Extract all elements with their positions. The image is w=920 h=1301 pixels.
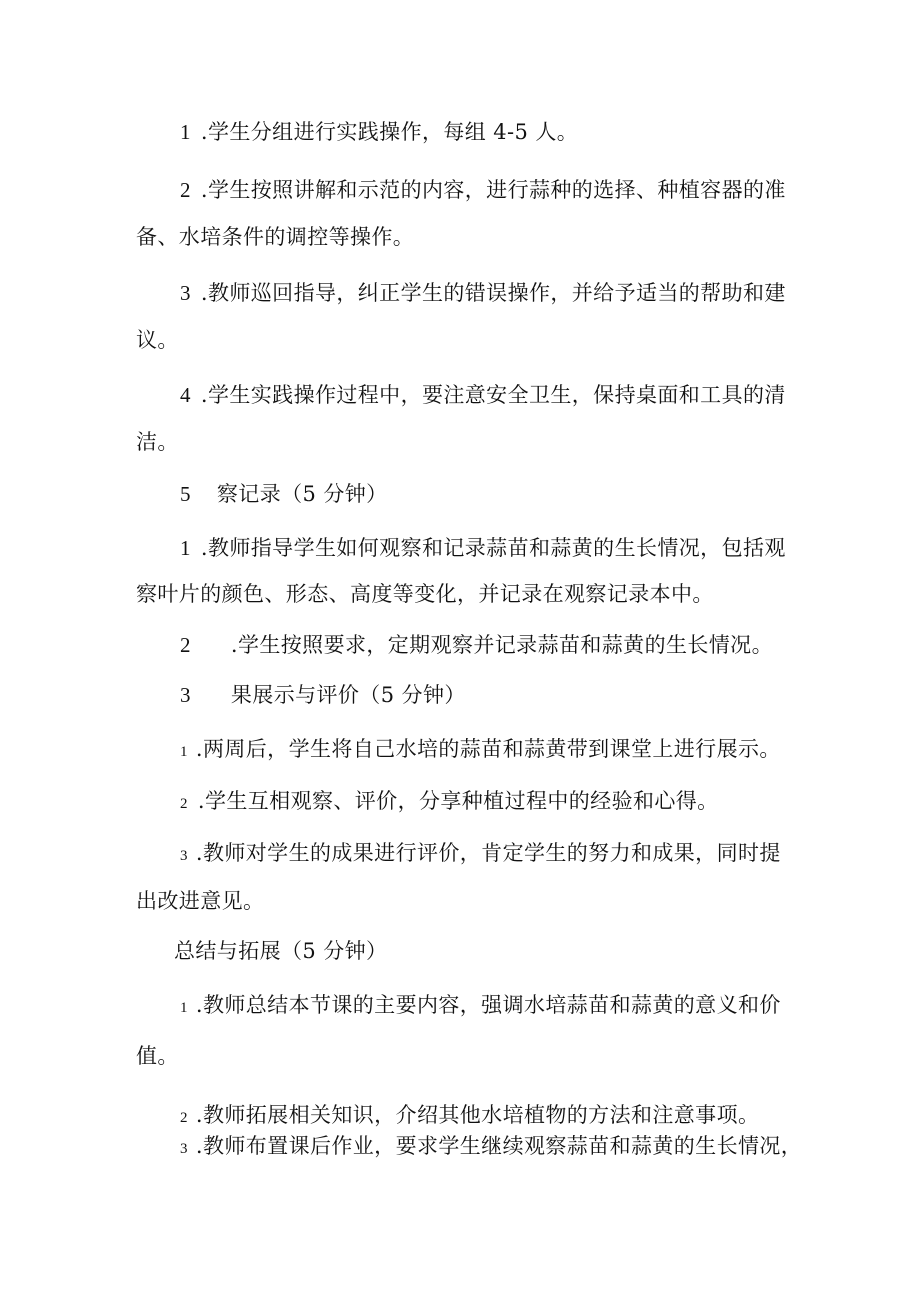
item-number: 3: [180, 848, 188, 864]
paragraph-line: [136, 222, 414, 252]
paragraph-line: [180, 838, 781, 871]
paragraph-line: [180, 1131, 802, 1164]
line-text: .两周后，学生将自己水培的蒜苗和蒜黄带到课堂上进行展示。: [195, 737, 781, 761]
item-number: 3: [180, 1141, 188, 1157]
line-text: 值。: [136, 1044, 179, 1068]
item-number: 2: [180, 633, 191, 657]
paragraph-line: [136, 325, 179, 355]
paragraph-line: [136, 579, 714, 609]
section-heading: [174, 936, 387, 966]
paragraph-line: [180, 786, 719, 819]
line-text: .学生按照要求，定期观察并记录蒜苗和蒜黄的生长情况。: [230, 633, 773, 657]
paragraph-line: [180, 1100, 759, 1133]
paragraph-line: [136, 427, 179, 457]
line-text: 察叶片的颜色、形态、高度等变化，并记录在观察记录本中。: [136, 582, 714, 606]
paragraph-line: [180, 533, 786, 563]
paragraph-line: [136, 1041, 179, 1071]
line-text: .教师拓展相关知识，介绍其他水培植物的方法和注意事项。: [195, 1103, 760, 1127]
line-text: 洁。: [136, 430, 179, 454]
line-text: 出改进意见。: [136, 889, 265, 913]
line-text: .学生分组进行实践操作，每组 4-5 人。: [200, 120, 579, 144]
paragraph-line: [180, 734, 781, 767]
item-number: 2: [180, 1110, 188, 1126]
section-heading: [180, 680, 466, 710]
item-number: 1: [180, 536, 191, 560]
item-number: 1: [180, 1000, 188, 1016]
item-number: 1: [180, 744, 188, 760]
item-number: 2: [180, 796, 188, 812]
line-text: .学生互相观察、评价，分享种植过程中的经验和心得。: [197, 789, 719, 813]
paragraph-line: [180, 175, 786, 205]
line-text: 议。: [136, 328, 179, 352]
line-text: .学生按照讲解和示范的内容，进行蒜种的选择、种植容器的准: [200, 178, 786, 202]
line-text: .教师总结本节课的主要内容，强调水培蒜苗和蒜黄的意义和价: [195, 993, 781, 1017]
paragraph-line: [180, 630, 773, 660]
line-text: 总结与拓展（5 分钟）: [174, 939, 388, 963]
line-text: .教师指导学生如何观察和记录蒜苗和蒜黄的生长情况，包括观: [200, 536, 786, 560]
line-text: 果展示与评价（5 分钟）: [230, 683, 466, 707]
line-text: 察记录（5 分钟）: [216, 482, 388, 506]
line-text: 备、水培条件的调控等操作。: [136, 225, 415, 249]
line-text: .教师布置课后作业，要求学生继续观察蒜苗和蒜黄的生长情况，: [195, 1134, 803, 1158]
paragraph-line: [180, 117, 578, 147]
paragraph-line: [180, 278, 786, 308]
item-number: 5: [180, 482, 191, 506]
item-number: 1: [180, 120, 191, 144]
section-heading: [180, 479, 388, 509]
paragraph-line: [180, 990, 781, 1023]
item-number: 4: [180, 383, 191, 407]
item-number: 3: [180, 281, 191, 305]
paragraph-line: [180, 380, 786, 410]
paragraph-line: [136, 886, 264, 916]
item-number: 2: [180, 178, 191, 202]
item-number: 3: [180, 683, 191, 707]
line-text: .教师对学生的成果进行评价，肯定学生的努力和成果，同时提: [195, 841, 781, 865]
line-text: .教师巡回指导，纠正学生的错误操作，并给予适当的帮助和建: [200, 281, 786, 305]
line-text: .学生实践操作过程中，要注意安全卫生，保持桌面和工具的清: [200, 383, 786, 407]
